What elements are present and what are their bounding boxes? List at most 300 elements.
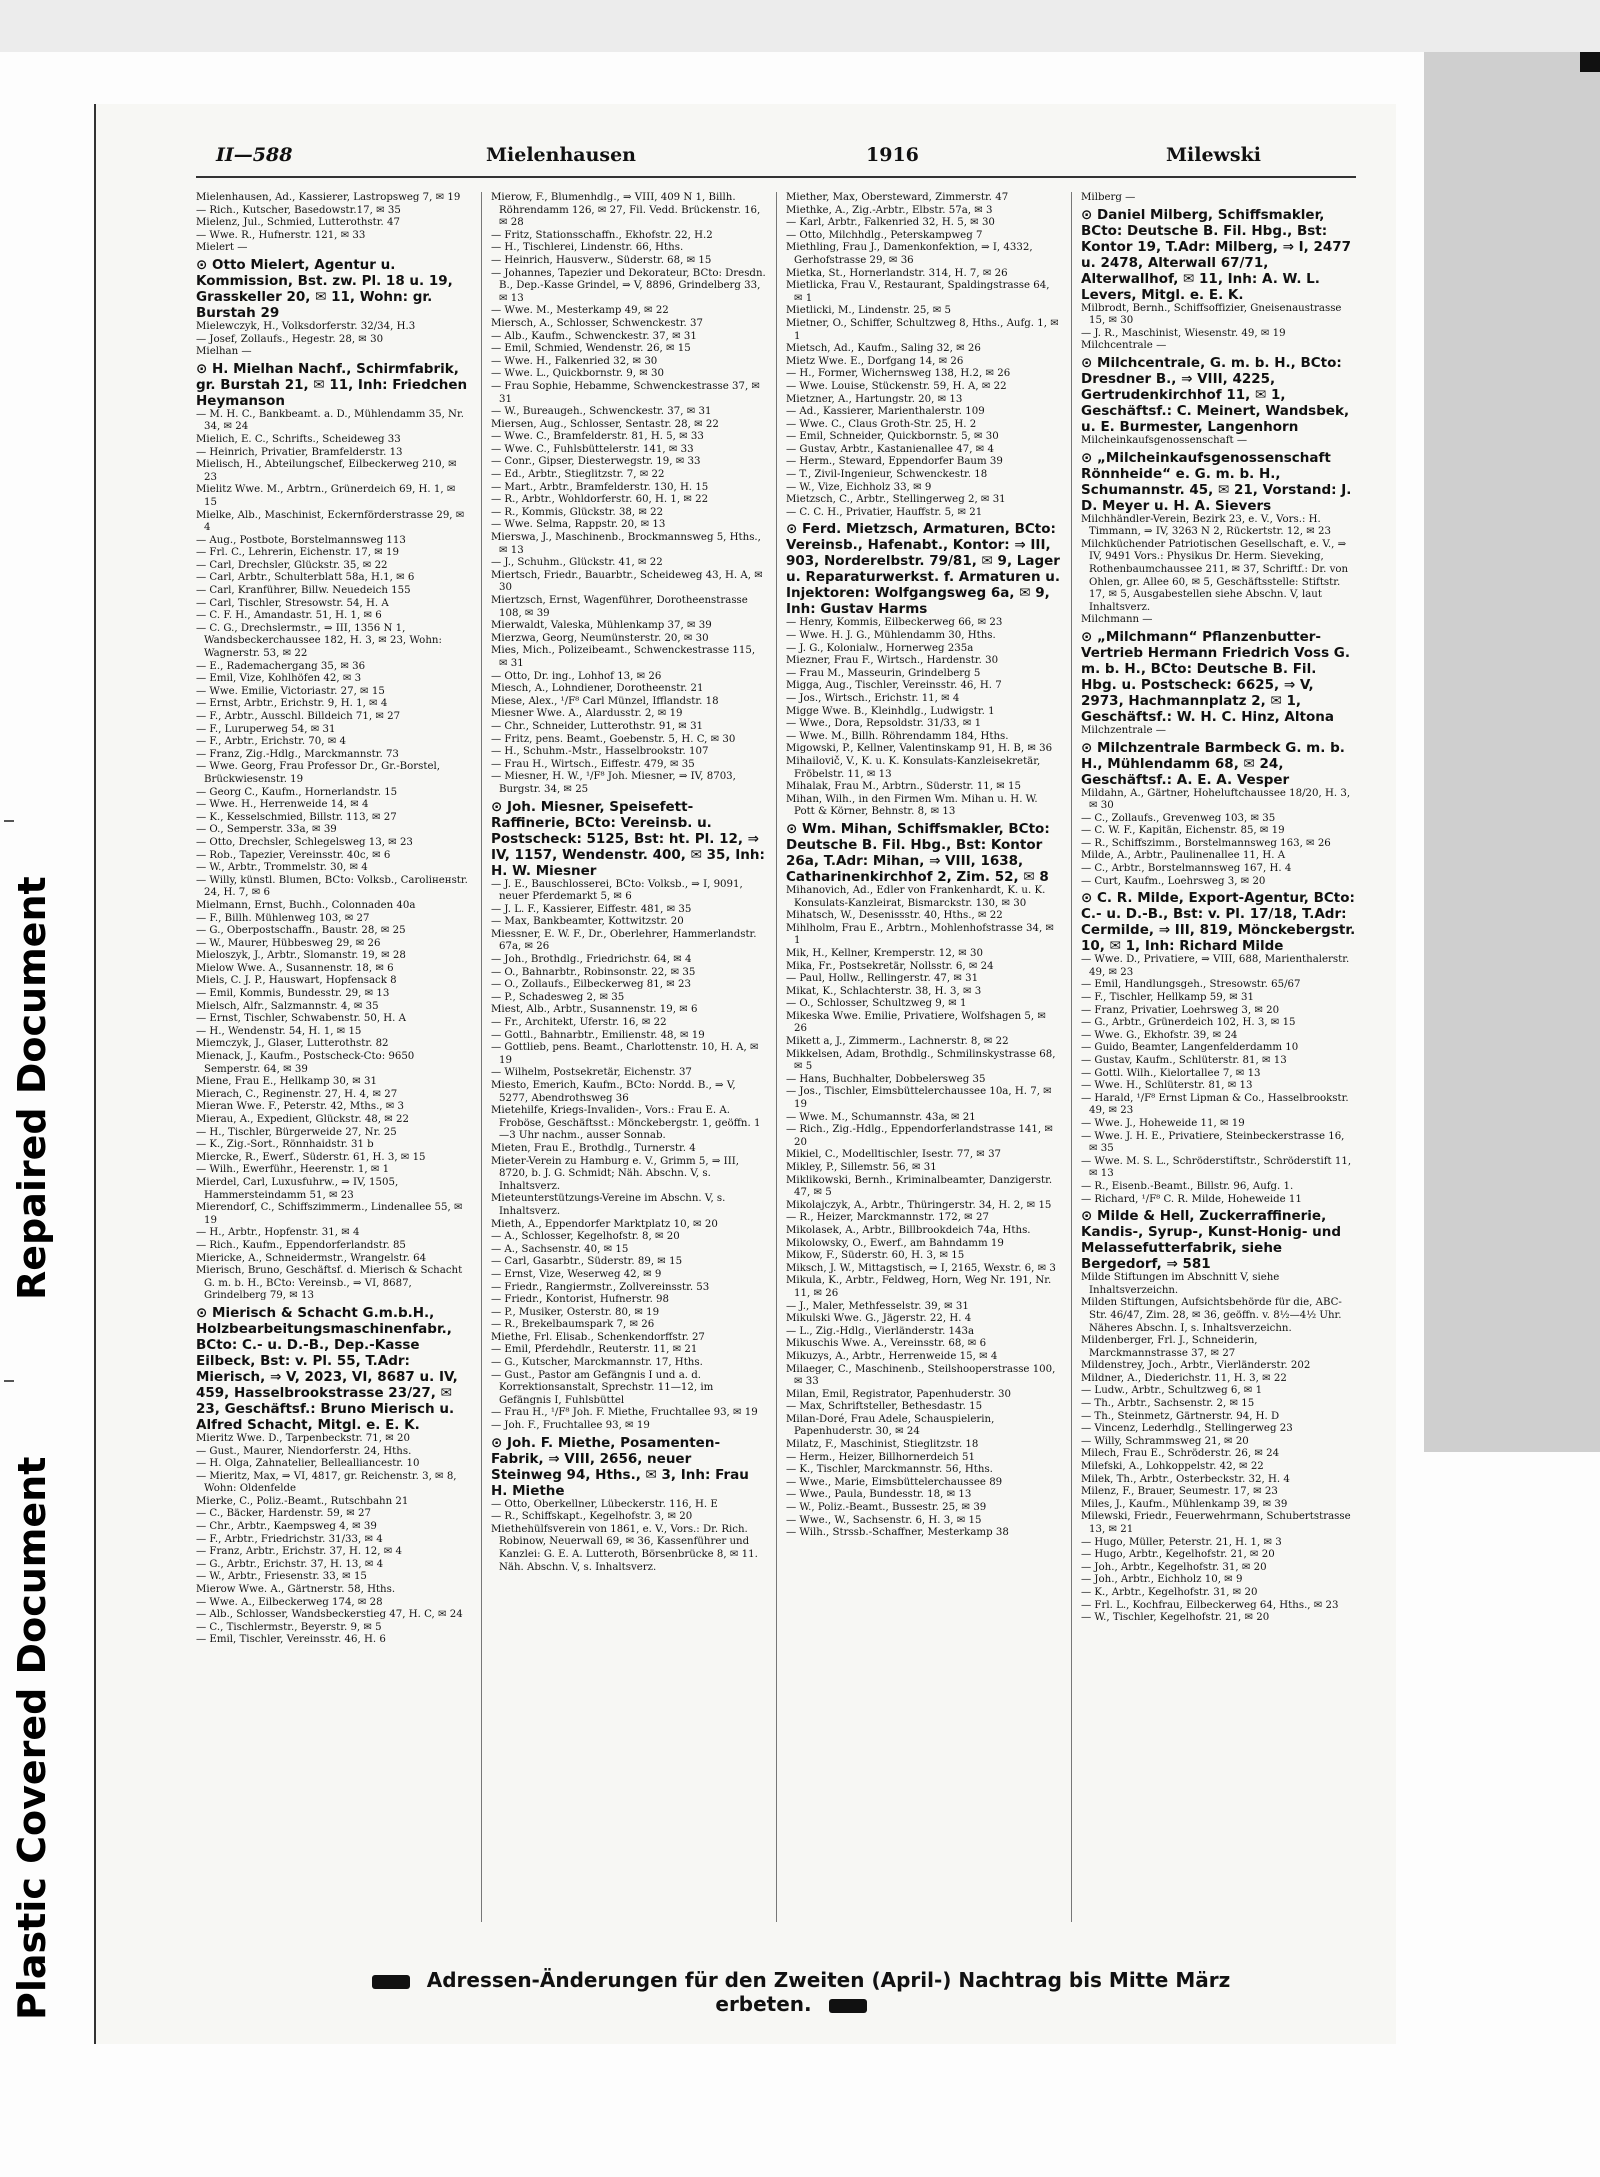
directory-entry: — R., Arbtr., Wohldorferstr. 60, H. 1, ✉ 22	[491, 494, 709, 506]
directory-entry: — Rich., Zig.-Hdlg., Eppendorferlandstrasse 141, ✉ 20	[786, 1124, 1053, 1148]
directory-entry: — Joh., Arbtr., Kegelhofstr. 31, ✉ 20	[1081, 1561, 1267, 1573]
directory-entry: — Alb., Kaufm., Schwenckestr. 37, ✉ 31	[491, 330, 697, 342]
directory-entry: — C., Arbtr., Borstelmannsweg 167, H. 4	[1081, 863, 1292, 875]
directory-entry: Mietner, O., Schiffer, Schultzweg 8, Hths., Aufg. 1, ✉ 1	[786, 317, 1059, 342]
directory-entry: Mierke, C., Poliz.-Beamt., Rutschbahn 21	[196, 1495, 409, 1507]
firm-entry: ⊙ „Milcheinkaufsgenossenschaft Rönnheide“ e. G. m. b. H., Schumannstr. 45, ✉ 21, Vorstand: J. D. Meyer u. H. A. Sievers	[1081, 449, 1352, 514]
directory-entry: — Joh. F., Fruchtallee 93, ✉ 19	[491, 1420, 650, 1432]
directory-entry: Migga, Aug., Tischler, Vereinsstr. 46, H. 7	[786, 680, 1002, 692]
directory-entry: — Otto, Milchhdlg., Peterskampweg 7	[786, 229, 983, 241]
directory-entry: Mikolowsky, O., Ewerf., am Bahndamm 19	[786, 1237, 1004, 1249]
directory-entry: — Max, Bankbeamter, Kottwitzstr. 20	[491, 916, 684, 928]
directory-entry: — G., Arbtr., Grünerdeich 102, H. 3, ✉ 15	[1081, 1017, 1296, 1029]
directory-entry: Miersch, A., Schlosser, Schwenckestr. 37	[491, 317, 703, 329]
directory-entry: — Mieritz, Max, ⇒ VI, 4817, gr. Reichenstr. 3, ✉ 8, Wohn: Oldenfelde	[196, 1470, 457, 1495]
directory-entry: — Wwe. D., Privatiere, ⇒ VIII, 688, Marienthalerstr. 49, ✉ 23	[1081, 954, 1350, 978]
directory-entry: — Emil, Handlungsgeh., Stresowstr. 65/67	[1081, 979, 1301, 991]
directory-entry: — Carl, Kranführer, Billw. Neuedeich 155	[196, 585, 411, 597]
directory-entry: — Wwe. Emilie, Victoriastr. 27, ✉ 15	[196, 685, 385, 697]
directory-entry: — Wwe. M. S. L., Schröderstiftstr., Schröderstift 11, ✉ 13	[1081, 1155, 1352, 1180]
directory-entry: Mieter-Verein zu Hamburg e. V., Grimm 5, ⇒ III, 8720, b. J. G. Schmidt; Näh. Abschn. V, s. Inhaltsverz.	[491, 1155, 739, 1192]
directory-entry: — C. G., Drechslermstr., ⇒ III, 1356 N 1, Wandsbeckerchaussee 182, H. 3, ✉ 23, Wohn: Wagnerstr. 53, ✉ 22	[196, 622, 442, 660]
directory-entry: Milech, Frau E., Schröderstr. 26, ✉ 24	[1081, 1448, 1280, 1460]
column-4	[1081, 192, 1356, 1922]
directory-entry: — G., Kutscher, Marckmannstr. 17, Hths.	[491, 1357, 703, 1369]
directory-entry: — F., Tischler, Hellkamp 59, ✉ 31	[1081, 992, 1254, 1004]
directory-entry: — K., Arbtr., Kegelhofstr. 31, ✉ 20	[1081, 1586, 1258, 1598]
directory-entry: — R., Schiffszimm., Borstelmannsweg 163, ✉ 26	[1081, 837, 1331, 849]
directory-entry: Migowski, P., Kellner, Valentinskamp 91, H. B, ✉ 36	[786, 743, 1053, 755]
directory-entry: Mierach, C., Reginenstr. 27, H. 4, ✉ 27	[196, 1088, 398, 1100]
directory-entry: Mierau, A., Expedient, Glückstr. 48, ✉ 22	[196, 1114, 410, 1125]
directory-entry: Mik, H., Kellner, Kremperstr. 12, ✉ 30	[786, 947, 983, 959]
directory-entry: Milan-Doré, Frau Adele, Schauspielerin, Papenhuderstr. 30, ✉ 24	[786, 1413, 995, 1438]
directory-entry: — Otto, Dr. ing., Lohhof 13, ✉ 26	[491, 670, 662, 682]
directory-entry: — Willy, Schrammsweg 21, ✉ 20	[1081, 1435, 1249, 1447]
directory-entry: Miksch, J. W., Mittagstisch, ⇒ I, 2165, Wexstr. 6, ✉ 3	[786, 1262, 1056, 1274]
directory-entry: Mielewczyk, H., Volksdorferstr. 32/34, H.3	[196, 320, 416, 332]
directory-entry: Milaeger, C., Maschinenb., Steilshooperstrasse 100, ✉ 33	[786, 1363, 1056, 1388]
directory-entry: — Otto, Oberkellner, Lübeckerstr. 116, H. E	[491, 1498, 718, 1510]
directory-entry: — Emil, Vize, Kohlhöfen 42, ✉ 3	[196, 673, 362, 685]
directory-entry: Milchmann —	[1081, 614, 1153, 626]
directory-entry: — Wwe. M., Billh. Röhrendamm 184, Hths.	[786, 730, 1009, 742]
firm-entry: ⊙ „Milchmann“ Pflanzenbutter-Vertrieb Hermann Friedrich Voss G. m. b. H., BCto: Deutsche B. Fil. Hbg. u. Postscheck: 6625, ⇒ V, 2973, Hachmannplatz 2, ✉ 1, Geschäftsf.: W. H. C. Hinz, Altona	[1081, 628, 1351, 725]
directory-entry: — Harald, ¹/F⁸ Ernst Lipman & Co., Hasselbrookstr. 49, ✉ 23	[1081, 1092, 1349, 1117]
directory-entry: — Ernst, Arbtr., Erichstr. 9, H. 1, ✉ 4	[196, 698, 388, 710]
directory-entry: Miether, Max, Obersteward, Zimmerstr. 47	[786, 192, 1009, 203]
directory-entry: — Gustav, Kaufm., Schlüterstr. 81, ✉ 13	[1081, 1055, 1287, 1066]
directory-entry: Mielert —	[196, 242, 248, 254]
directory-entry: — O., Bahnarbtr., Robinsonstr. 22, ✉ 35	[491, 966, 696, 978]
edge-dash	[4, 820, 14, 822]
directory-entry: — Vincenz, Lederhdlg., Stellingerweg 23	[1081, 1423, 1293, 1435]
directory-entry: Miesto, Emerich, Kaufm., BCto: Nordd. B., ⇒ V, 5277, Abendrothsweg 36	[491, 1080, 736, 1104]
directory-entry: — Frau M., Masseurin, Grindelberg 5	[786, 667, 981, 679]
directory-entry: — Franz, Privatier, Loehrsweg 3, ✉ 20	[1081, 1004, 1280, 1016]
directory-entry: Mietlicka, Frau V., Restaurant, Spaldingstrasse 64, ✉ 1	[786, 280, 1050, 304]
directory-entry: — Wwe. C., Bramfelderstr. 81, H. 5, ✉ 33	[491, 431, 704, 443]
directory-entry: — W., Poliz.-Beamt., Bussestr. 25, ✉ 39	[786, 1502, 987, 1514]
directory-entry: — Heinrich, Hausverw., Süderstr. 68, ✉ 15	[491, 254, 712, 266]
directory-entry: — Josef, Zollaufs., Hegestr. 28, ✉ 30	[196, 333, 384, 345]
directory-entry: Mikat, K., Schlachterstr. 38, H. 3, ✉ 3	[786, 985, 982, 997]
directory-entry: Migge Wwe. B., Kleinhdlg., Ludwigstr. 1	[786, 705, 995, 717]
directory-entry: Miezner, Frau F., Wirtsch., Hardenstr. 30	[786, 655, 999, 667]
repaired-document-label: Repaired Document	[10, 876, 54, 1300]
directory-entry: — Chr., Schneider, Lutterothstr. 91, ✉ 31	[491, 720, 704, 732]
directory-entry: Mierzwa, Georg, Neumünsterstr. 20, ✉ 30	[491, 632, 709, 644]
directory-entry: Mikeska Wwe. Emilie, Privatiere, Wolfshagen 5, ✉ 26	[786, 1010, 1046, 1035]
directory-entry: Mikula, K., Arbtr., Feldweg, Horn, Weg Nr. 191, Nr. 11, ✉ 26	[786, 1275, 1052, 1299]
directory-entry: Mietsch, Ad., Kaufm., Saling 32, ✉ 26	[786, 343, 981, 355]
directory-entry: — Emil, Schmied, Wendenstr. 26, ✉ 15	[491, 343, 691, 355]
directory-entry: Mihailovič, V., K. u. K. Konsulats-Kanzleisekretär, Fröbelstr. 11, ✉ 13	[786, 755, 1041, 780]
directory-entry: Milchcentrale —	[1081, 340, 1167, 352]
directory-entry: — Georg C., Kaufm., Hornerlandstr. 15	[196, 786, 398, 798]
directory-entry: Mika, Fr., Postsekretär, Nollsstr. 6, ✉ 24	[786, 960, 994, 972]
directory-entry: — H., Wendenstr. 54, H. 1, ✉ 15	[196, 1025, 362, 1037]
directory-entry: Miest, Alb., Arbtr., Susannenstr. 19, ✉ 6	[491, 1004, 698, 1016]
directory-page	[94, 104, 1396, 2044]
directory-entry: — R., Schiffskapt., Kegelhofstr. 3, ✉ 20	[491, 1511, 693, 1523]
firm-entry: ⊙ Milchzentrale Barmbeck G. m. b. H., Mühlendamm 68, ✉ 24, Geschäftsf.: A. E. A. Vesper	[1081, 739, 1345, 788]
directory-entry: — Johannes, Tapezier und Dekorateur, BCto: Dresdn. B., Dep.-Kasse Grindel, ⇒ V, 8896, Grindelberg 33, ✉ 13	[491, 267, 766, 304]
directory-entry: Mielmann, Ernst, Buchh., Colonnaden 40a	[196, 899, 416, 911]
firm-entry: ⊙ Joh. Miesner, Speisefett-Raffinerie, BCto: Vereinsb. u. Postscheck: 5125, Bst: ht. Pl. 12, ⇒ IV, 1157, Wendenstr. 400, ✉ 35, Inh: H. W. Miesner	[491, 798, 765, 879]
directory-entry: — F., Billh. Mühlenweg 103, ✉ 27	[196, 912, 370, 924]
directory-entry: — Wwe. M., Schumannstr. 43a, ✉ 21	[786, 1111, 976, 1123]
directory-entry: Miethling, Frau J., Damenkonfektion, ⇒ I, 4332, Gerhofstrasse 29, ✉ 36	[786, 242, 1033, 266]
directory-entry: Mihalak, Frau M., Arbtrn., Süderstr. 11, ✉ 15	[786, 781, 1021, 793]
directory-entry: Mihatsch, W., Desenissstr. 40, Hths., ✉ 22	[786, 910, 1003, 922]
directory-entry: — Gottlieb, pens. Beamt., Charlottenstr. 10, H. A, ✉ 19	[491, 1042, 759, 1066]
directory-entry: — R., Heizer, Marckmannstr. 172, ✉ 27	[786, 1212, 989, 1224]
directory-entry: Miertzsch, Ernst, Wagenführer, Dorotheenstrasse 108, ✉ 39	[491, 595, 748, 619]
directory-entry: — Wwe. H., Herrenweide 14, ✉ 4	[196, 799, 369, 811]
directory-entry: — Wilh., Ewerführ., Heerenstr. 1, ✉ 1	[196, 1164, 390, 1176]
directory-entry: Milde Stiftungen im Abschnitt V, siehe Inhaltsverzeichn.	[1081, 1272, 1280, 1296]
directory-entry: Milchküchender Patriotischen Gesellschaft, e. V., ⇒ IV, 9491 Vors.: Physikus Dr. Herm. Sieveking, Rothenbaumchaussee 211, ✉ 37, Schriftf.: Dr. von Ohlen, gr. Allee 60, ✉ 5, Geschäftsstelle: Stiftstr. 17, ✉ 5, Ausgabestellen siehe Abschn. V, laut Inhaltsverz.	[1081, 538, 1349, 613]
directory-entry: — Emil, Pferdehdlr., Reuterstr. 11, ✉ 21	[491, 1344, 698, 1356]
directory-entry: Milbrodt, Bernh., Schiffsoffizier, Gneisenaustrasse 15, ✉ 30	[1081, 302, 1342, 327]
directory-entry: Mierendorf, C., Schiffszimmerm., Lindenallee 55, ✉ 19	[196, 1202, 463, 1226]
directory-entry: Mihan, Wilh., in den Firmen Wm. Mihan u. H. W. Pott & Körner, Behnstr. 8, ✉ 13	[786, 793, 1038, 818]
directory-entry: Miemczyk, J., Glaser, Lutterothstr. 82	[196, 1038, 389, 1050]
directory-entry: Mikiel, C., Modelltischler, Isestr. 77, ✉ 37	[786, 1149, 1002, 1161]
directory-entry: Mielenz, Jul., Schmied, Lutterothstr. 47	[196, 217, 400, 229]
directory-entry: — J. R., Maschinist, Wiesenstr. 49, ✉ 19	[1081, 327, 1286, 339]
directory-entry: — Franz, Arbtr., Erichstr. 37, H. 12, ✉ 4	[196, 1546, 403, 1558]
directory-entry: Mildenberger, Frl. J., Schneiderin, Marckmannstrasse 37, ✉ 27	[1081, 1335, 1258, 1359]
directory-entry: Miesch, A., Lohndiener, Dorotheenstr. 21	[491, 683, 704, 695]
directory-entry: — H., Schuhm.-Mstr., Hasselbrookstr. 107	[491, 746, 709, 758]
directory-entry: Miels, C. J. P., Hauswart, Hopfensack 8	[196, 975, 397, 987]
directory-entry: Mielich, E. C., Schrifts., Scheideweg 33	[196, 433, 401, 445]
directory-entry: Mikow, F., Süderstr. 60, H. 3, ✉ 15	[786, 1250, 965, 1262]
directory-entry: — Gottl. Wilh., Kielortallee 7, ✉ 13	[1081, 1067, 1261, 1079]
directory-entry: — Friedr., Kontorist, Hufnerstr. 98	[491, 1294, 670, 1306]
page-header	[156, 144, 1356, 170]
directory-entry: — Wilhelm, Postsekretär, Eichenstr. 37	[491, 1067, 692, 1079]
directory-entry: Mielitz Wwe. M., Arbtrn., Grünerdeich 69, H. 1, ✉ 15	[196, 484, 456, 508]
pointing-hand-icon	[829, 1999, 867, 2013]
directory-entry: Mielisch, H., Abteilungschef, Eilbeckerweg 210, ✉ 23	[196, 459, 457, 483]
directory-entry: — H., Arbtr., Hopfenstr. 31, ✉ 4	[196, 1227, 360, 1239]
directory-entry: — C., Tischlermstr., Beyerstr. 9, ✉ 5	[196, 1621, 382, 1633]
directory-entry: — P., Musiker, Osterstr. 80, ✉ 19	[491, 1306, 660, 1318]
directory-entry: Mihanovich, Ad., Edler von Frankenhardt, K. u. K. Konsulats-Kanzleirat, Bismarckstr. 130, ✉ 30	[786, 884, 1046, 909]
firm-entry: ⊙ C. R. Milde, Export-Agentur, BCto: C.- u. D.-B., Bst: v. Pl. 17/18, T.Adr: Cermilde, ⇒ III, 819, Mönckebergstr. 10, ✉ 1, Inh: Richard Milde	[1081, 890, 1356, 955]
directory-entry: — H., Tischlerei, Lindenstr. 66, Hths.	[491, 242, 684, 254]
directory-entry: — W., Maurer, Hübbesweg 29, ✉ 26	[196, 937, 381, 949]
footer-notice: Adressen-Änderungen für den Zweiten (April-) Nachtrag bis Mitte März erbeten.	[426, 1968, 1231, 2016]
directory-entry: — Ed., Arbtr., Stieglitzstr. 7, ✉ 22	[491, 469, 665, 481]
directory-entry: Mikkelsen, Adam, Brothdlg., Schmilinskystrasse 68, ✉ 5	[786, 1048, 1056, 1073]
edge-dash	[4, 1380, 14, 1382]
directory-entry: Miertsch, Friedr., Bauarbtr., Scheideweg 43, H. A, ✉ 30	[491, 569, 763, 594]
directory-entry: Milden Stiftungen, Aufsichtsbehörde für die, ABC-Str. 46/47, Zim. 28, ✉ 36, geöffn. v. 8½—4½ Uhr. Näheres Abschn. I, s. Inhaltsverzeichn.	[1081, 1297, 1342, 1334]
directory-entry: — C. F. H., Amandastr. 51, H. 1, ✉ 6	[196, 610, 382, 622]
directory-entry: Mikolasek, A., Arbtr., Billbrookdeich 74a, Hths.	[786, 1224, 1031, 1236]
directory-entry: — Wwe. Selma, Rappstr. 20, ✉ 13	[491, 519, 666, 531]
directory-entry: — F., Arbtr., Friedrichstr. 31/33, ✉ 4	[196, 1533, 383, 1545]
directory-entry: — Wwe., Paula, Bundesstr. 18, ✉ 13	[786, 1489, 972, 1501]
directory-entry: Mietzsch, C., Arbtr., Stellingerweg 2, ✉ 31	[786, 494, 1006, 506]
directory-entry: Miene, Frau E., Hellkamp 30, ✉ 31	[196, 1076, 378, 1088]
directory-entry: — Wwe. Georg, Frau Professor Dr., Gr.-Borstel, Brückwiesenstr. 19	[196, 761, 440, 785]
directory-entry: Mildner, A., Diederichstr. 11, H. 3, ✉ 22	[1081, 1372, 1287, 1384]
directory-entry: — Herm., Heizer, Billhornerdeich 51	[786, 1451, 975, 1463]
directory-entry: — K., Zig.-Sort., Rönnhaidstr. 31 b	[196, 1139, 374, 1151]
directory-entry: — Curt, Kaufm., Loehrsweg 3, ✉ 20	[1081, 875, 1266, 887]
directory-entry: — O., Semperstr. 33a, ✉ 39	[196, 824, 337, 836]
header-year: 1916	[866, 144, 919, 166]
directory-entry: — Chr., Arbtr., Kaempsweg 4, ✉ 39	[196, 1521, 377, 1533]
directory-entry: — Henry, Kommis, Eilbeckerweg 66, ✉ 23	[786, 617, 1003, 629]
directory-entry: — Hugo, Arbtr., Kegelhofstr. 21, ✉ 20	[1081, 1549, 1275, 1561]
directory-entry: Mietzner, A., Hartungstr. 20, ✉ 13	[786, 393, 963, 405]
directory-entry: — R., Brekelbaumspark 7, ✉ 26	[491, 1319, 655, 1331]
directory-entry: — Wwe. H., Schlüterstr. 81, ✉ 13	[1081, 1080, 1253, 1092]
directory-entry: Mieteunterstützungs-Vereine im Abschn. V, s. Inhaltsverz.	[491, 1193, 726, 1217]
directory-entry: — Willy, künstl. Blumen, BCto: Volksb., Caroliненstr. 24, H. 7, ✉ 6	[196, 874, 468, 899]
directory-entry: Mieten, Frau E., Brothdlg., Turnerstr. 4	[491, 1142, 696, 1154]
directory-entry: Mieth, A., Eppendorfer Marktplatz 10, ✉ 20	[491, 1218, 718, 1230]
directory-entry: — Carl, Gasarbtr., Süderstr. 89, ✉ 15	[491, 1256, 683, 1268]
firm-entry: ⊙ Otto Mielert, Agentur u. Kommission, Bst. zw. Pl. 18 u. 19, Grasskeller 20, ✉ 11, Wohn: gr. Burstah 29	[196, 256, 453, 321]
directory-entry: — Jos., Tischler, Eimsbüttelerchaussee 10a, H. 7, ✉ 19	[786, 1086, 1052, 1111]
directory-entry: — Otto, Drechsler, Schlegelsweg 13, ✉ 23	[196, 836, 413, 848]
side-label-strip	[0, 780, 90, 2020]
directory-entry: Milek, Th., Arbtr., Osterbeckstr. 32, H. 4	[1081, 1473, 1290, 1485]
directory-entry: — Frl. L., Kochfrau, Eilbeckerweg 64, Hths., ✉ 23	[1081, 1599, 1339, 1611]
directory-entry: — Miesner, H. W., ¹/F⁸ Joh. Miesner, ⇒ IV, 8703, Burgstr. 34, ✉ 25	[491, 771, 736, 795]
directory-entry: Mikley, P., Sillemstr. 56, ✉ 31	[786, 1162, 937, 1173]
directory-entry: — C., Bäcker, Hardenstr. 59, ✉ 27	[196, 1508, 371, 1520]
directory-entry: — Ad., Kassierer, Marienthalerstr. 109	[786, 406, 985, 418]
directory-entry: — Wilh., Strssb.-Schaffner, Mesterkamp 38	[786, 1527, 1009, 1539]
firm-entry: ⊙ Ferd. Mietzsch, Armaturen, BCto: Vereinsb., Hafenabt., Kontor: ⇒ III, 903, Norderelbstr. 79/81, ✉ 9, Lager u. Reparaturwerkst. f. Armaturen u. Injektoren: Wolfgangsweg 6a, ✉ 9, Inh: Gustav Harms	[786, 521, 1061, 618]
directory-entry: Miese, Alex., ¹/F⁸ Carl Münzel, Ifflandstr. 18	[491, 695, 719, 707]
directory-entry: — Fr., Architekt, Uferstr. 16, ✉ 22	[491, 1017, 667, 1029]
directory-entry: — Wwe. C., Claus Groth-Str. 25, H. 2	[786, 418, 977, 430]
column-divider	[776, 192, 777, 1922]
directory-entry: Miles, J., Kaufm., Mühlenkamp 39, ✉ 39	[1081, 1498, 1288, 1510]
page-footer	[346, 1968, 1246, 2016]
directory-entry: Mietz Wwe. E., Dorfgang 14, ✉ 26	[786, 355, 964, 367]
directory-entry: Mierow Wwe. A., Gärtnerstr. 58, Hths.	[196, 1584, 396, 1596]
directory-entry: — Wwe. J. H. E., Privatiere, Steinbeckerstrasse 16, ✉ 35	[1081, 1130, 1345, 1155]
directory-entry: Miercke, R., Ewerf., Süderstr. 61, H. 3, ✉ 15	[196, 1151, 426, 1163]
pointing-hand-icon	[372, 1975, 410, 1989]
directory-entry: Milenz, F., Brauer, Seumestr. 17, ✉ 23	[1081, 1486, 1278, 1498]
directory-entry: Mielenhausen, Ad., Kassierer, Lastropsweg 7, ✉ 19	[196, 192, 461, 203]
column-divider	[481, 192, 482, 1922]
directory-entry: — O., Zollaufs., Eilbeckerweg 81, ✉ 23	[491, 979, 691, 991]
directory-entry: — Mart., Arbtr., Bramfelderstr. 130, H. 15	[491, 481, 709, 493]
directory-entry: Mietehilfe, Kriegs-Invaliden-, Vors.: Frau E. A. Froböse, Geschäftsst.: Mönckebergstr. 1, geöffn. 1—3 Uhr nachm., ausser Sonnab.	[491, 1105, 761, 1142]
directory-entry: — F., Arbtr., Ausschl. Billdeich 71, ✉ 27	[196, 711, 401, 722]
firm-entry: ⊙ H. Mielhan Nachf., Schirmfabrik, gr. Burstah 21, ✉ 11, Inh: Friedchen Heymanson	[196, 360, 468, 409]
directory-entry: — Joh., Brothdlg., Friedrichstr. 64, ✉ 4	[491, 954, 692, 966]
directory-entry: — Wwe. R., Hufnerstr. 121, ✉ 33	[196, 229, 366, 241]
directory-entry: — W., Tischler, Kegelhofstr. 21, ✉ 20	[1081, 1612, 1270, 1624]
directory-entry: — H., Former, Wichernsweg 138, H.2, ✉ 26	[786, 368, 1011, 380]
plastic-covered-document-label: Plastic Covered Document	[10, 1456, 54, 2020]
directory-entry: Miericke, A., Schneidermstr., Wrangelstr. 64	[196, 1252, 427, 1264]
directory-entry: — Fritz, pens. Beamt., Goebenstr. 5, H. C, ✉ 30	[491, 733, 736, 745]
directory-entry: — Joh., Arbtr., Eichholz 10, ✉ 9	[1081, 1574, 1243, 1586]
directory-entry: — Richard, ¹/F⁸ C. R. Milde, Hoheweide 11	[1081, 1193, 1302, 1205]
directory-entry: — Ernst, Vize, Weserweg 42, ✉ 9	[491, 1268, 662, 1280]
directory-entry: Mieritz Wwe. D., Tarpenbeckstr. 71, ✉ 20	[196, 1432, 410, 1444]
scanner-corner-mark	[1580, 52, 1600, 72]
directory-entry: — Gust., Pastor am Gefängnis I und a. d. Korrektionsanstalt, Sprechstr. 11—12, im Gefängnis I, Fuhlsbüttel	[491, 1369, 714, 1406]
directory-entry: — Frau H., Wirtsch., Eiffestr. 479, ✉ 35	[491, 758, 695, 770]
directory-entry: — R., Eisenb.-Beamt., Billstr. 96, Aufg. 1.	[1081, 1180, 1294, 1192]
directory-entry: — A., Schlosser, Kegelhofstr. 8, ✉ 20	[491, 1231, 680, 1243]
directory-entry: Milan, Emil, Registrator, Papenhuderstr. 30	[786, 1388, 1011, 1400]
firm-entry: ⊙ Daniel Milberg, Schiffsmakler, BCto: Deutsche B. Fil. Hbg., Bst: Kontor 19, T.Adr: Milberg, ⇒ I, 2477 u. 2478, Alterwall 67/71, Alterwallhof, ✉ 11, Inh: A. W. L. Levers, Mitgl. e. E. K.	[1081, 206, 1352, 303]
directory-entry: — H., Tischler, Bürgerweide 27, Nr. 25	[196, 1126, 397, 1138]
directory-entry: — Friedr., Rangiermstr., Zollvereinsstr. 53	[491, 1281, 710, 1293]
directory-entry: — Emil, Kommis, Bundesstr. 29, ✉ 13	[196, 988, 390, 1000]
directory-entry: — C. C. H., Privatier, Hauffstr. 5, ✉ 21	[786, 506, 983, 518]
directory-entry: Milberg —	[1081, 192, 1136, 203]
directory-entry: — O., Schlosser, Schultzweg 9, ✉ 1	[786, 998, 967, 1010]
directory-entry: Milefski, A., Lohkoppelstr. 42, ✉ 22	[1081, 1461, 1264, 1473]
directory-entry: — Conr., Gipser, Diesterwegstr. 19, ✉ 33	[491, 456, 701, 468]
directory-entry: — Wwe. A., Eilbeckerweg 174, ✉ 28	[196, 1596, 383, 1608]
directory-entry: — Wwe., Dora, Repsoldstr. 31/33, ✉ 1	[786, 718, 982, 730]
directory-entry: Mierisch, Bruno, Geschäftsf. d. Mierisch & Schacht G. m. b. H., BCto: Vereinsb., ⇒ VI, 8687, Grindelberg 79, ✉ 13	[196, 1265, 463, 1302]
directory-entry: Mildahn, A., Gärtner, Hoheluftchaussee 18/20, H. 3, ✉ 30	[1081, 787, 1351, 812]
directory-entry: Mildenstrey, Joch., Arbtr., Vierländerstr. 202	[1081, 1360, 1311, 1372]
directory-entry: Milde, A., Arbtr., Paulinenallee 11, H. A	[1081, 850, 1286, 862]
directory-entry: — T., Zivil-Ingenieur, Schwenckestr. 18	[786, 469, 988, 481]
directory-entry: — Wwe. G., Ekhofstr. 39, ✉ 24	[1081, 1029, 1238, 1041]
directory-entry: — Carl, Drechsler, Glückstr. 35, ✉ 22	[196, 559, 388, 571]
directory-entry: — Karl, Arbtr., Falkenried 32, H. 5, ✉ 30	[786, 217, 995, 229]
directory-entry: — Wwe. L., Quickbornstr. 9, ✉ 30	[491, 368, 664, 380]
directory-entry: Mielke, Alb., Maschinist, Eckernförderstrasse 29, ✉ 4	[196, 509, 465, 534]
directory-entry: — M. H. C., Bankbeamt. a. D., Mühlendamm 35, Nr. 34, ✉ 24	[196, 408, 464, 433]
directory-entry: Miesner Wwe. A., Alardusstr. 2, ✉ 19	[491, 708, 683, 720]
directory-entry: Mietka, St., Hornerlandstr. 314, H. 7, ✉ 26	[786, 267, 1008, 279]
directory-entry: Mikolajczyk, A., Arbtr., Thüringerstr. 34, H. 2, ✉ 15	[786, 1199, 1052, 1211]
directory-entry: — L., Zig.-Hdlg., Vierländerstr. 143a	[786, 1325, 975, 1337]
directory-entry: — J. L. F., Kassierer, Eiffestr. 481, ✉ 35	[491, 903, 692, 915]
directory-entry: Mikuschis Wwe. A., Vereinsstr. 68, ✉ 6	[786, 1338, 987, 1350]
directory-entry: — Ludw., Arbtr., Schultzweg 6, ✉ 1	[1081, 1385, 1263, 1397]
directory-entry: — W., Arbtr., Trommelstr. 30, ✉ 4	[196, 862, 368, 874]
directory-entry: — Wwe. H. J. G., Mühlendamm 30, Hths.	[786, 630, 996, 642]
firm-entry: ⊙ Mierisch & Schacht G.m.b.H., Holzbearbeitungsmaschinenfabr., BCto: C.- u. D.-B., Dep.-Kasse Eilbeck, Bst: v. Pl. 55, T.Adr: Mierisch, ⇒ V, 2023, VI, 8687 u. IV, 459, Hasselbrookstrasse 23/27, ✉ 23, Geschäftsf.: Bruno Mierisch u. Alfred Schacht, Mitgl. e. E. K.	[196, 1304, 458, 1433]
directory-entry: Miessner, E. W. F., Dr., Oberlehrer, Hammerlandstr. 67a, ✉ 26	[491, 928, 757, 953]
directory-entry: Milatz, F., Maschinist, Stieglitzstr. 18	[786, 1439, 979, 1451]
adjacent-page-edge	[1424, 52, 1600, 1452]
directory-entry: Mihlholm, Frau E., Arbtrn., Mohlenhofstrasse 34, ✉ 1	[786, 922, 1054, 947]
directory-entry: — Hugo, Müller, Peterstr. 21, H. 1, ✉ 3	[1081, 1536, 1282, 1548]
column-2	[491, 192, 766, 1922]
directory-entry: Miethehülfsverein von 1861, e. V., Vors.: Dr. Rich. Robinow, Neuerwall 69, ✉ 36, Kassenführer und Kanzlei: G. E. A. Lutteroth, Börsenbrücke 8, ✉ 11. Näh. Abschn. V, s. Inhaltsverz.	[491, 1523, 758, 1573]
directory-entry: — G., Oberpostschaffn., Baustr. 28, ✉ 25	[196, 925, 406, 937]
directory-entry: — G., Arbtr., Erichstr. 37, H. 13, ✉ 4	[196, 1558, 384, 1570]
directory-entry: — Carl, Arbtr., Schulterblatt 58a, H.1, ✉ 6	[196, 572, 415, 584]
directory-entry: Mielhan —	[196, 346, 252, 358]
directory-entry: — Heinrich, Privatier, Bramfelderstr. 13	[196, 446, 403, 458]
header-first-entry: Mielenhausen	[486, 144, 636, 166]
directory-entry: — Aug., Postbote, Borstelmannsweg 113	[196, 534, 406, 546]
directory-entry: — H. Olga, Zahnatelier, Bellealliancestr. 10	[196, 1458, 420, 1470]
page-number: II—588	[216, 144, 293, 166]
directory-entry: Mieran Wwe. F., Peterstr. 42, Mths., ✉ 3	[196, 1101, 405, 1113]
directory-entry: — W., Bureaugeh., Schwenckestr. 37, ✉ 31	[491, 406, 712, 418]
directory-entry: Milewski, Friedr., Feuerwehrmann, Schubertstrasse 13, ✉ 21	[1081, 1511, 1351, 1535]
directory-entry: — C. W. F., Kapitän, Eichenstr. 85, ✉ 19	[1081, 825, 1285, 837]
directory-entry: Milchzentrale —	[1081, 724, 1166, 736]
directory-entry: — Wwe. C., Fuhlsbüttelerstr. 141, ✉ 33	[491, 443, 694, 455]
directory-entry: Mienack, J., Kaufm., Postscheck-Cto: 9650 Semperstr. 64, ✉ 39	[196, 1051, 415, 1075]
directory-entry: — J., Schuhm., Glückstr. 41, ✉ 22	[491, 557, 663, 569]
directory-entry: — Guido, Beamter, Langenfelderdamm 10	[1081, 1042, 1299, 1054]
directory-entry: — F., Arbtr., Erichstr. 70, ✉ 4	[196, 736, 347, 748]
directory-entry: — J., Maler, Methfesselstr. 39, ✉ 31	[786, 1300, 969, 1312]
directory-entry: Miethke, A., Zig.-Arbtr., Elbstr. 57a, ✉ 3	[786, 204, 993, 216]
directory-entry: Mikuzys, A., Arbtr., Herrenweide 15, ✉ 4	[786, 1350, 998, 1362]
directory-entry: — Franz, Zig.-Hdlg., Marckmannstr. 73	[196, 748, 399, 760]
directory-entry: Mielsch, Alfr., Salzmannstr. 4, ✉ 35	[196, 1000, 379, 1012]
directory-entry: — Jos., Wirtsch., Erichstr. 11, ✉ 4	[786, 693, 960, 704]
directory-entry: — C., Zollaufs., Grevenweg 103, ✉ 35	[1081, 812, 1276, 824]
directory-entry: Milchhändler-Verein, Bezirk 23, e. V., Vors.: H. Timmann, ⇒ IV, 3263 N 2, Rückertstr. 12, ✉ 23	[1081, 513, 1331, 538]
directory-entry: Mies, Mich., Polizeibeamt., Schwenckestrasse 115, ✉ 31	[491, 645, 756, 669]
directory-entry: Mikulski Wwe. G., Jägerstr. 22, H. 4	[786, 1313, 972, 1325]
directory-entry: — Frau Sophie, Hebamme, Schwenckestrasse 37, ✉ 31	[491, 380, 760, 405]
directory-entry: — Paul, Hollw., Rellingerstr. 47, ✉ 31	[786, 973, 979, 985]
directory-entry: — W., Arbtr., Friesenstr. 33, ✉ 15	[196, 1571, 367, 1583]
directory-entry: — Th., Arbtr., Sachsenstr. 2, ✉ 15	[1081, 1398, 1255, 1410]
directory-entry: — Fritz, Stationsschaffn., Ekhofstr. 22, H.2	[491, 229, 713, 241]
firm-entry: ⊙ Milchcentrale, G. m. b. H., BCto: Dresdner B., ⇒ VIII, 4225, Gertrudenkirchhof 11, ✉ 1, Geschäftsf.: C. Meinert, Wandsbek, u. E. Burmester, Langenhorn	[1081, 354, 1350, 435]
directory-entry: — K., Kesselschmied, Billstr. 113, ✉ 27	[196, 811, 397, 823]
directory-entry: — Gottl., Bahnarbtr., Emilienstr. 48, ✉ 19	[491, 1029, 705, 1041]
directory-entry: Miklikowski, Bernh., Kriminalbeamter, Danzigerstr. 47, ✉ 5	[786, 1174, 1053, 1199]
directory-entry: — Hans, Buchhalter, Dobbelersweg 35	[786, 1073, 986, 1085]
directory-entry: — P., Schadesweg 2, ✉ 35	[491, 991, 625, 1003]
directory-entry: — Herm., Steward, Eppendorfer Baum 39	[786, 456, 1003, 468]
directory-entry: Mierwaldt, Valeska, Mühlenkamp 37, ✉ 39	[491, 620, 712, 632]
header-rule	[196, 176, 1356, 178]
directory-entry: — Carl, Tischler, Stresowstr. 54, H. A	[196, 597, 389, 609]
directory-entry: — Th., Steinmetz, Gärtnerstr. 94, H. D	[1081, 1410, 1280, 1422]
directory-entry: — J. G., Kolonialw., Hornerweg 235a	[786, 642, 974, 654]
directory-entry: — Ernst, Tischler, Schwabenstr. 50, H. A	[196, 1013, 407, 1025]
directory-entry: — Emil, Tischler, Vereinsstr. 46, H. 6	[196, 1634, 386, 1646]
directory-entry: Mielow Wwe. A., Susannenstr. 18, ✉ 6	[196, 962, 394, 974]
firm-entry: ⊙ Milde & Hell, Zuckerraffinerie, Kandis-, Syrup-, Kunst-Honig- und Melassefutterfabrik, siehe Bergedorf, ⇒ 581	[1081, 1208, 1342, 1273]
directory-entry: Mierswa, J., Maschinenb., Brockmannsweg 5, Hths., ✉ 13	[491, 532, 761, 556]
directory-entry: — Frau H., ¹/F⁸ Joh. F. Miethe, Fruchtallee 93, ✉ 19	[491, 1407, 758, 1419]
directory-entry: — E., Rademachergang 35, ✉ 36	[196, 660, 366, 672]
directory-entry: — J. E., Bauschlosserei, BCto: Volksb., ⇒ I, 9091, neuer Pferdemarkt 5, ✉ 6	[491, 878, 743, 903]
directory-entry: — Wwe. H., Falkenried 32, ✉ 30	[491, 355, 658, 367]
header-last-entry: Milewski	[1166, 144, 1261, 166]
directory-entry: — Max, Schriftsteller, Bethesdastr. 15	[786, 1401, 983, 1413]
directory-entry: Mieloszyk, J., Arbtr., Slomanstr. 19, ✉ 28	[196, 950, 406, 962]
directory-entry: Miersen, Aug., Schlosser, Sentastr. 28, ✉ 22	[491, 418, 719, 430]
